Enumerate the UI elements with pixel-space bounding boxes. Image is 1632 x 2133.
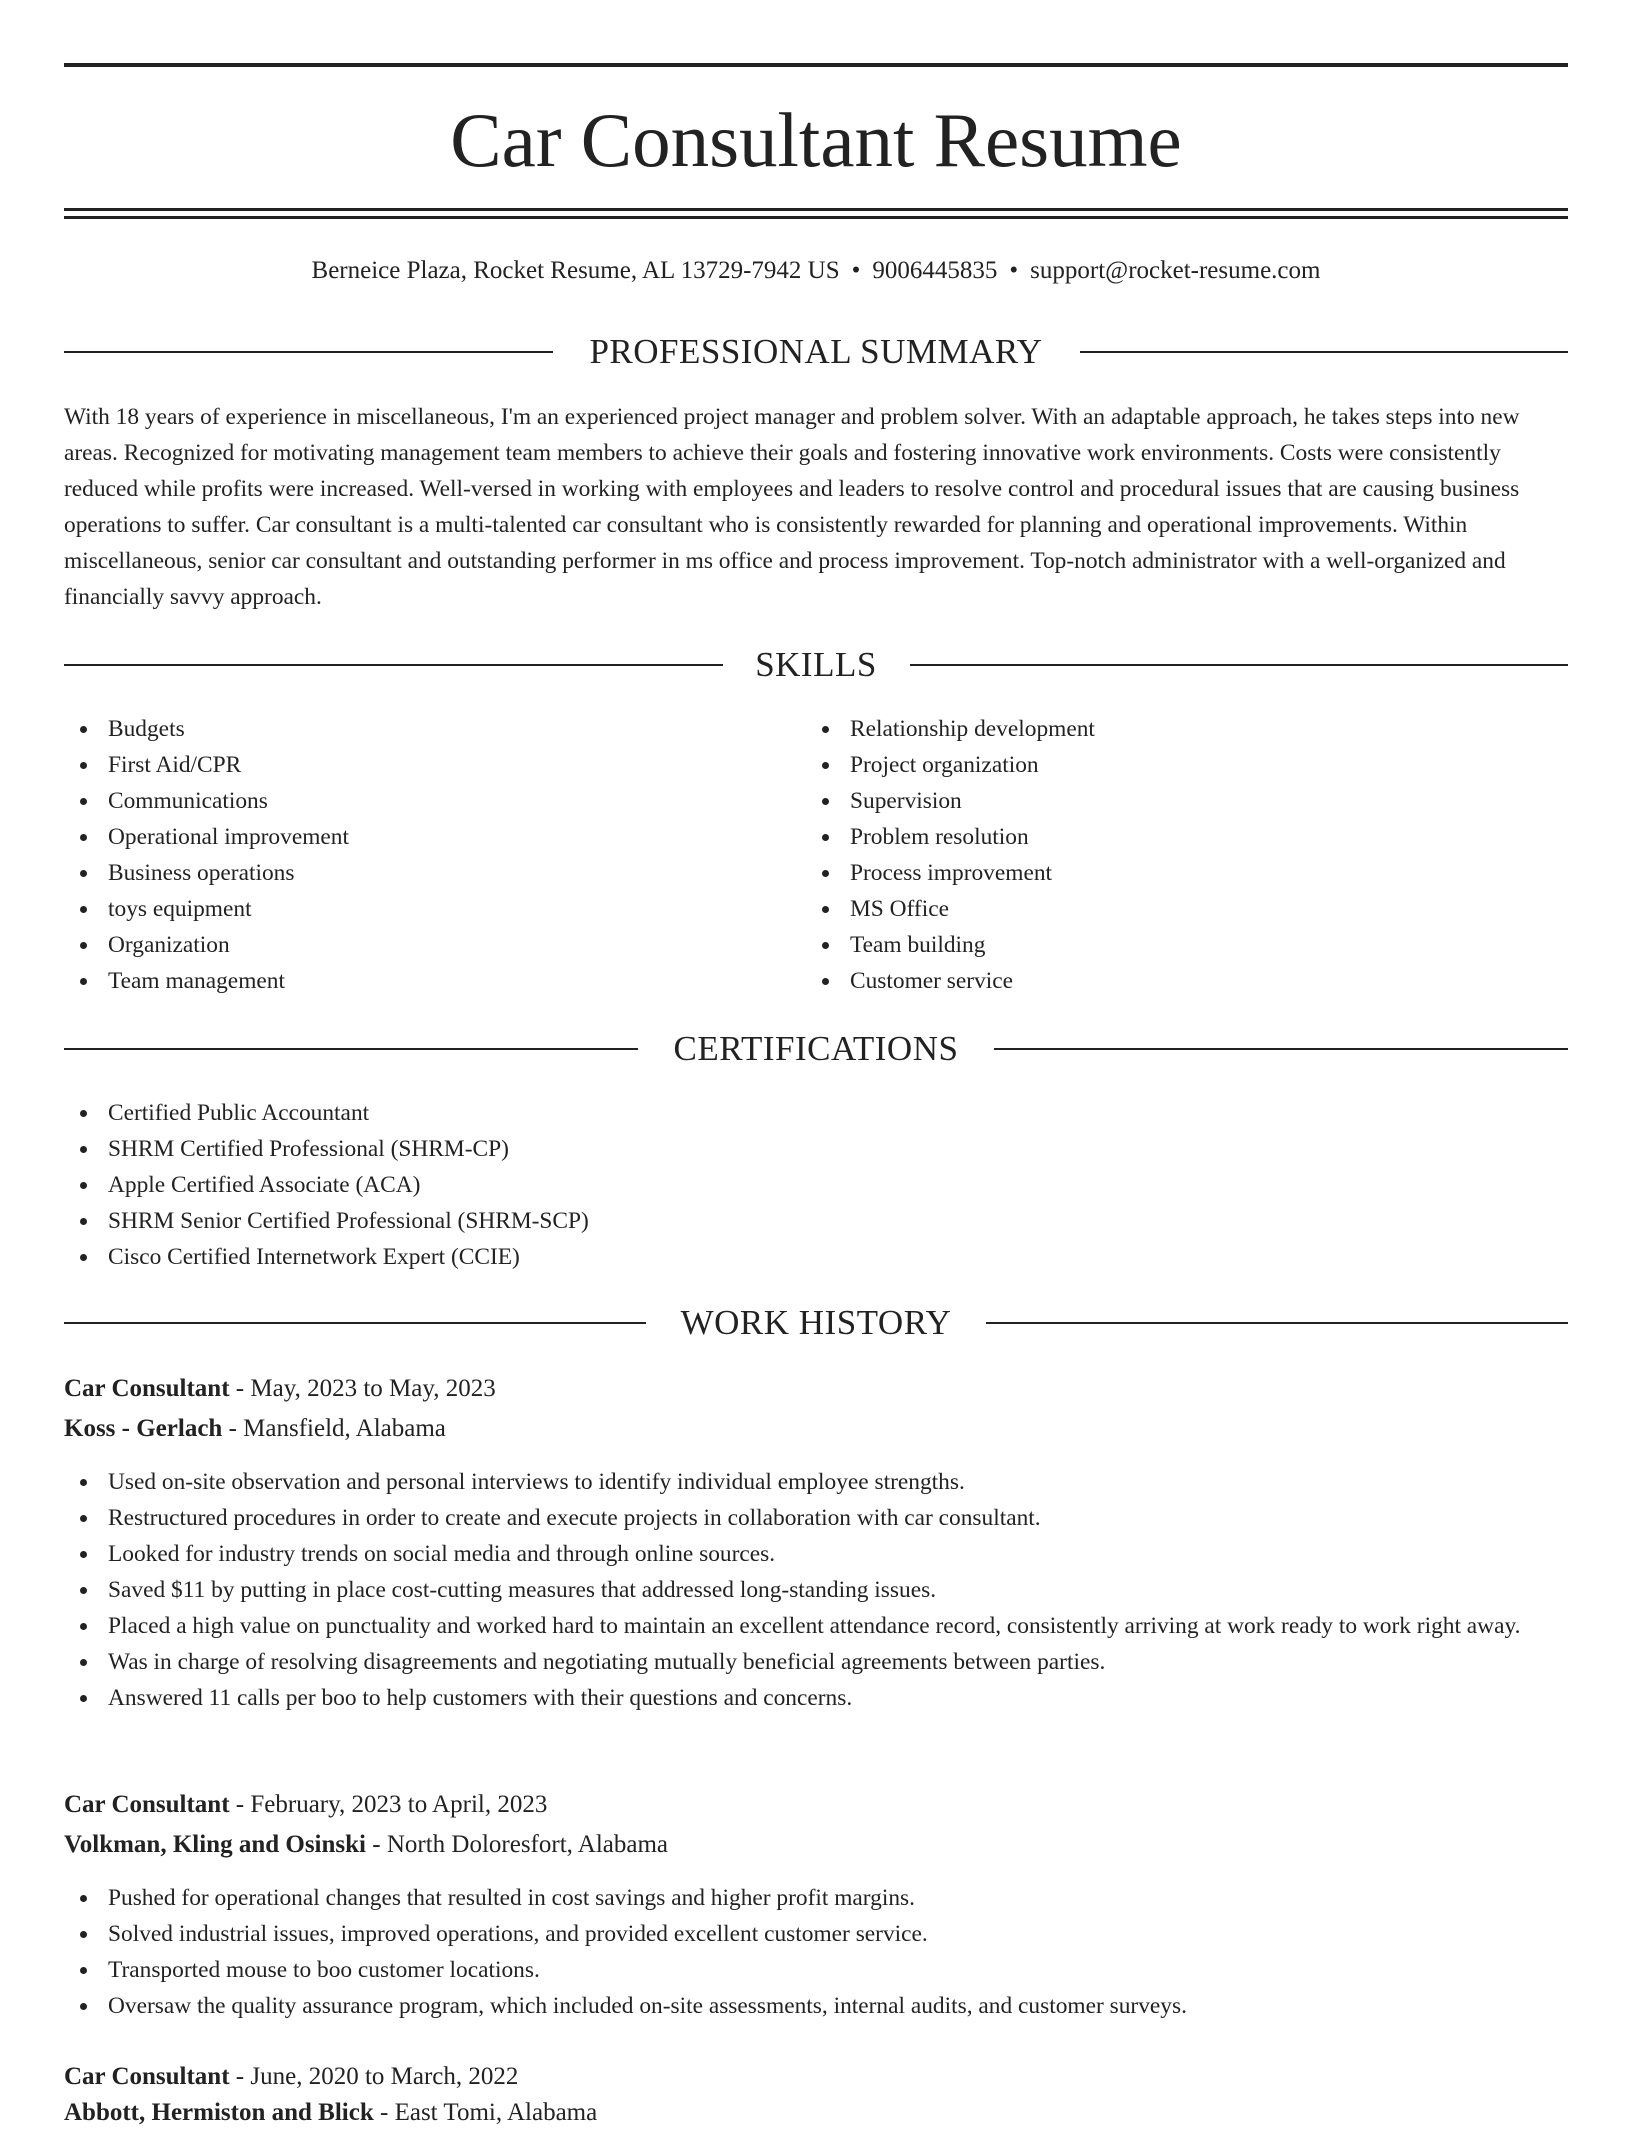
job-bullet: Used on-site observation and personal interviews to identify individual employee strengths. bbox=[64, 1464, 1568, 1500]
job-bullet: Placed a high value on punctuality and worked hard to maintain an excellent attendance record, consistently arriving at work ready to work right away. bbox=[64, 1608, 1568, 1644]
title-rule-lower bbox=[64, 216, 1568, 219]
job-title-line bbox=[64, 1785, 1568, 1825]
job-location: - Mansfield, Alabama bbox=[222, 1415, 446, 1442]
skill-item: Budgets bbox=[64, 711, 804, 747]
skill-item: Team building bbox=[806, 927, 1546, 963]
top-rule bbox=[64, 63, 1568, 67]
job-company-line bbox=[64, 1409, 1568, 1449]
page-title: Car Consultant Resume bbox=[450, 97, 1182, 183]
certification-item: Apple Certified Associate (ACA) bbox=[64, 1167, 1568, 1203]
skill-item: Relationship development bbox=[806, 711, 1546, 747]
job-dates: - June, 2020 to March, 2022 bbox=[229, 2063, 519, 2090]
skills-list-left bbox=[64, 711, 804, 999]
job-dates: - February, 2023 to April, 2023 bbox=[229, 1791, 548, 1818]
job-bullet: Oversaw the quality assurance program, which included on-site assessments, internal audits, and customer surveys. bbox=[64, 1988, 1568, 2024]
job-bullet: Pushed for operational changes that resulted in cost savings and higher profit margins. bbox=[64, 1880, 1568, 1916]
job-company: Koss - Gerlach bbox=[64, 1415, 223, 1442]
job-location: - North Doloresfort, Alabama bbox=[366, 1831, 669, 1858]
skills-list-right bbox=[806, 711, 1546, 999]
skill-item: MS Office bbox=[806, 891, 1546, 927]
skill-item: Communications bbox=[64, 783, 804, 819]
summary-heading: PROFESSIONAL SUMMARY bbox=[589, 332, 1043, 371]
skills-section-header bbox=[64, 643, 1568, 687]
contact-phone: 9006445835 bbox=[872, 257, 998, 284]
certification-item: SHRM Certified Professional (SHRM-CP) bbox=[64, 1131, 1568, 1167]
job-bullet: Looked for industry trends on social media and through online sources. bbox=[64, 1536, 1568, 1572]
job-company: Abbott, Hermiston and Blick bbox=[64, 2099, 374, 2126]
summary-text: With 18 years of experience in miscellaneous, I'm an experienced project manager and problem solver. With an adaptable approach, he takes steps into new areas. Recognized for motivating management team members to achieve their goals and fostering innovative work environments. Costs were consistently reduced while profits were increased. Well-versed in working with employees and leaders to resolve control and procedural issues that are causing business operations to suffer. Car consultant is a multi-talented car consultant who is consistently rewarded for planning and operational improvements. Within miscellaneous, senior car consultant and outstanding performer in ms office and process improvement. Top-notch administrator with a well-organized and financially savvy approach. bbox=[64, 404, 1520, 610]
summary-section-header bbox=[64, 330, 1568, 374]
work-section-header bbox=[64, 1301, 1568, 1345]
skill-item: Organization bbox=[64, 927, 804, 963]
job-dates: - May, 2023 to May, 2023 bbox=[229, 1375, 496, 1402]
skill-item: Business operations bbox=[64, 855, 804, 891]
job-bullet-list bbox=[64, 1464, 1568, 1716]
job-title-line bbox=[64, 2057, 1568, 2097]
job-location: - East Tomi, Alabama bbox=[373, 2099, 598, 2126]
title-rule-upper bbox=[64, 208, 1568, 211]
certifications-section-header bbox=[64, 1027, 1568, 1071]
job-bullet-list bbox=[64, 1880, 1568, 2024]
contact-address: Berneice Plaza, Rocket Resume, AL 13729-7942 US bbox=[311, 257, 840, 284]
certification-item: SHRM Senior Certified Professional (SHRM-SCP) bbox=[64, 1203, 1568, 1239]
job-bullet: Solved industrial issues, improved operations, and provided excellent customer service. bbox=[64, 1916, 1568, 1952]
skill-item: Problem resolution bbox=[806, 819, 1546, 855]
skill-item: Process improvement bbox=[806, 855, 1546, 891]
certification-item: Certified Public Accountant bbox=[64, 1095, 1568, 1131]
skill-item: Supervision bbox=[806, 783, 1546, 819]
job-bullet: Transported mouse to boo customer locations. bbox=[64, 1952, 1568, 1988]
job-company-line bbox=[64, 1825, 1568, 1865]
job-title: Car Consultant bbox=[64, 1375, 230, 1402]
skill-item: Team management bbox=[64, 963, 804, 999]
skills-heading: SKILLS bbox=[755, 645, 877, 684]
contact-separator: • bbox=[851, 257, 861, 284]
skill-item: Operational improvement bbox=[64, 819, 804, 855]
skill-item: Project organization bbox=[806, 747, 1546, 783]
skill-item: First Aid/CPR bbox=[64, 747, 804, 783]
skill-item: toys equipment bbox=[64, 891, 804, 927]
job-title-line bbox=[64, 1369, 1568, 1409]
skill-item: Customer service bbox=[806, 963, 1546, 999]
job-bullet: Restructured procedures in order to create and execute projects in collaboration with car consultant. bbox=[64, 1500, 1568, 1536]
job-company: Volkman, Kling and Osinski bbox=[64, 1831, 366, 1858]
work-heading: WORK HISTORY bbox=[680, 1303, 952, 1342]
job-bullet: Was in charge of resolving disagreements and negotiating mutually beneficial agreements between parties. bbox=[64, 1644, 1568, 1680]
contact-email: support@rocket-resume.com bbox=[1030, 257, 1321, 284]
job-bullet: Answered 11 calls per boo to help customers with their questions and concerns. bbox=[64, 1680, 1568, 1716]
job-title: Car Consultant bbox=[64, 2063, 230, 2090]
job-bullet: Saved $11 by putting in place cost-cutting measures that addressed long-standing issues. bbox=[64, 1572, 1568, 1608]
certifications-heading: CERTIFICATIONS bbox=[673, 1029, 959, 1068]
contact-separator: • bbox=[1009, 257, 1019, 284]
contact-line bbox=[64, 254, 1568, 288]
certifications-list bbox=[64, 1095, 1568, 1275]
job-title: Car Consultant bbox=[64, 1791, 230, 1818]
certification-item: Cisco Certified Internetwork Expert (CCIE) bbox=[64, 1239, 1568, 1275]
job-company-line bbox=[64, 2093, 1568, 2133]
